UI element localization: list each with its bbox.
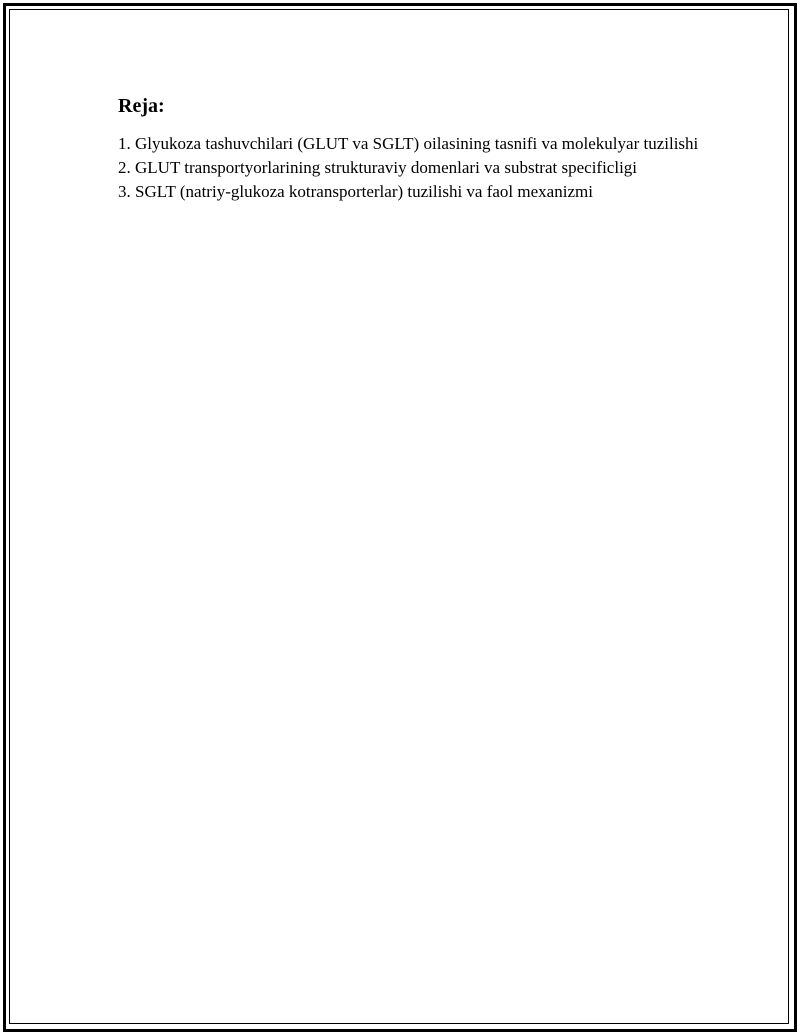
plan-item-1: 1. Glyukoza tashuvchilari (GLUT va SGLT) oilasining tasnifi va molekulyar tuzilishi <box>118 134 699 153</box>
document-content <box>118 94 708 204</box>
plan-list <box>118 132 708 204</box>
plan-heading: Reja: <box>118 95 165 117</box>
plan-item-2: 2. GLUT transportyorlarining strukturaviy domenlari va substrat specificligi <box>118 158 638 177</box>
plan-item-3: 3. SGLT (natriy-glukoza kotransporterlar) tuzilishi va faol mexanizmi <box>118 182 593 201</box>
